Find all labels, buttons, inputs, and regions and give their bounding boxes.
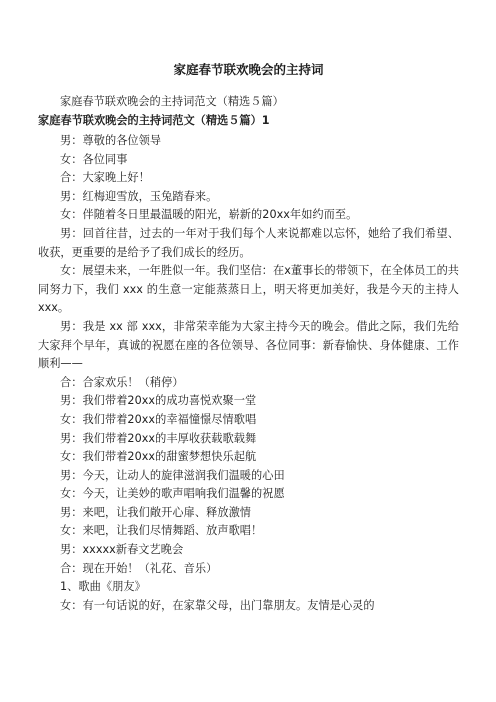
script-line: 男：xxxxx新春文艺晚会 <box>60 543 184 557</box>
document-subtitle: 家庭春节联欢晚会的主持词范文（精选５篇） <box>60 95 284 108</box>
script-line: 女：各位同事 <box>60 152 128 166</box>
program-item: 1、歌曲《朋友》 <box>60 580 146 594</box>
script-paragraph: 男：我是 xx 部 xxx，非常荣幸能为大家主持今天的晚会。借此之际，我们先给大家拜个早年，真诚的祝愿在座的各位领导、各位同事：新春愉快、身体健康、工作顺利—— <box>38 319 459 371</box>
script-paragraph: 男：回首往昔，过去的一年对于我们每个人来说都难以忘怀，她给了我们希望、收获，更重要的是给予了我们成长的经历。 <box>38 226 459 259</box>
document-title: 家庭春节联欢晚会的主持词 <box>173 62 324 77</box>
script-line: 男：尊敬的各位领导 <box>60 134 162 147</box>
script-line: 男：我们带着20xx的成功喜悦欢聚一堂 <box>60 394 257 408</box>
script-line: 女：我们带着20xx的甜蜜梦想快乐起航 <box>60 450 257 464</box>
script-line: 女：伴随着冬日里最温暖的阳光，崭新的20xx年如约而至。 <box>60 208 358 222</box>
script-line: 女：今天，让美妙的歌声唱响我们温馨的祝愿 <box>60 487 285 501</box>
script-line: 男：红梅迎雪放，玉兔踏春来。 <box>60 189 218 203</box>
script-line: 男：今天，让动人的旋律滋润我们温暖的心田 <box>60 468 285 482</box>
script-line: 合：合家欢乐！（稍停） <box>60 375 184 389</box>
script-line: 男：我们带着20xx的丰厚收获载歌载舞 <box>60 431 257 445</box>
script-line: 合：大家晚上好！ <box>60 171 150 185</box>
script-paragraph: 女：展望未来，一年胜似一年。我们坚信：在x董事长的带领下，在全体员工的共同努力下，我们 xxx 的生意一定能蒸蒸日上，明天将更加美好，我是今天的主持人xxx。 <box>38 264 459 315</box>
script-line: 女：我们带着20xx的幸福憧憬尽情歌唱 <box>60 412 257 426</box>
script-line: 女：来吧，让我们尽情舞蹈、放声歌唱！ <box>60 524 263 538</box>
script-line: 合：现在开始！（礼花、音乐） <box>60 561 218 575</box>
script-line: 男：来吧，让我们敞开心扉、释放激情 <box>60 505 252 519</box>
script-line: 女：有一句话说的好，在家靠父母，出门靠朋友。友情是心灵的 <box>60 598 375 612</box>
section-heading: 家庭春节联欢晚会的主持词范文（精选５篇）1 <box>38 114 270 127</box>
